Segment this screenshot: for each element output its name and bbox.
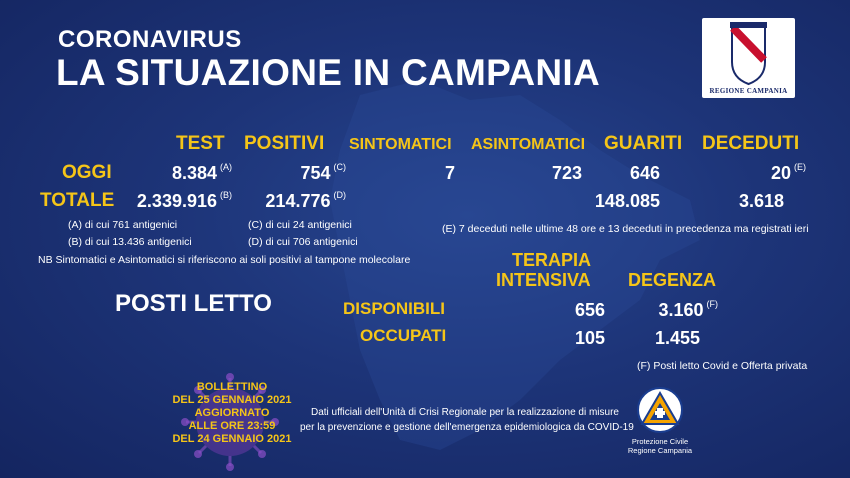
protezione-civile-line1: Protezione Civile	[631, 437, 689, 446]
disponibili-degenza-note: (F)	[706, 299, 718, 309]
regione-campania-crest-icon	[702, 18, 795, 98]
note-d: (D) di cui 706 antigenici	[248, 236, 358, 248]
note-f: (F) Posti letto Covid e Offerta privata	[637, 360, 808, 372]
totale-deceduti: 3.618	[738, 191, 784, 211]
occupati-degenza: 1.455	[654, 328, 700, 348]
bulletin-line4: ALLE ORE 23:59	[188, 420, 276, 432]
disponibili-degenza-value: 3.160	[658, 300, 704, 320]
oggi-test	[172, 163, 232, 184]
row-oggi-label: OGGI	[62, 162, 112, 183]
totale-test	[137, 191, 232, 212]
disponibili-terapia-intensiva: 656	[574, 300, 605, 320]
bulletin-line5: DEL 24 GENNAIO 2021	[172, 433, 292, 445]
totale-guariti: 148.085	[594, 191, 660, 211]
occupati-terapia-intensiva: 105	[574, 328, 605, 348]
totale-positivi-value: 214.776	[265, 191, 331, 211]
oggi-asintomatici: 723	[551, 163, 582, 183]
beds-title: POSTI LETTO	[115, 290, 272, 317]
bulletin-line3: AGGIORNATO	[194, 407, 270, 419]
header-coronavirus: CORONAVIRUS	[58, 26, 242, 53]
footer-line1: Dati ufficiali dell'Unità di Crisi Regionale per la realizzazione di misure	[311, 407, 619, 418]
disponibili-degenza	[658, 300, 718, 321]
beds-terapia-line2: INTENSIVA	[496, 270, 591, 290]
protezione-civile-logo-icon	[636, 386, 684, 434]
oggi-sintomatici: 7	[444, 163, 455, 183]
regione-campania-label: REGIONE CAMPANIA	[709, 87, 788, 95]
totale-test-note: (B)	[220, 190, 232, 200]
bulletin-line2: DEL 25 GENNAIO 2021	[172, 394, 292, 406]
oggi-test-value: 8.384	[171, 163, 217, 183]
oggi-positivi	[300, 163, 346, 184]
bulletin	[168, 381, 296, 446]
oggi-guariti: 646	[629, 163, 660, 183]
oggi-deceduti	[771, 163, 806, 184]
bulletin-line1: BOLLETTINO	[196, 381, 268, 393]
oggi-positivi-note: (C)	[333, 162, 346, 172]
note-nb: NB Sintomatici e Asintomatici si riferiscono ai soli positivi al tampone molecolare	[38, 254, 411, 266]
note-e: (E) 7 deceduti nelle ultime 48 ore e 13 deceduti in precedenza ma registrati ieri	[442, 223, 809, 235]
col-guariti: GUARITI	[604, 133, 683, 154]
oggi-deceduti-value: 20	[770, 163, 791, 183]
regione-campania-logo	[702, 18, 795, 98]
beds-disponibili-label: DISPONIBILI	[343, 299, 446, 318]
oggi-positivi-value: 754	[300, 163, 331, 183]
col-asintomatici: ASINTOMATICI	[471, 136, 586, 153]
note-b: (B) di cui 13.436 antigenici	[68, 236, 192, 248]
page-title: LA SITUAZIONE IN CAMPANIA	[56, 52, 600, 93]
beds-degenza: DEGENZA	[628, 270, 717, 290]
col-test: TEST	[176, 133, 225, 154]
col-sintomatici: SINTOMATICI	[349, 136, 452, 153]
col-positivi: POSITIVI	[244, 133, 325, 154]
totale-positivi	[265, 191, 346, 212]
totale-positivi-note: (D)	[333, 190, 346, 200]
protezione-civile-label	[622, 437, 698, 455]
oggi-test-note: (A)	[220, 162, 232, 172]
row-totale-label: TOTALE	[40, 190, 115, 211]
oggi-deceduti-note: (E)	[794, 162, 806, 172]
note-c: (C) di cui 24 antigenici	[248, 219, 352, 231]
totale-test-value: 2.339.916	[136, 191, 217, 211]
beds-occupati-label: OCCUPATI	[360, 326, 447, 345]
col-deceduti: DECEDUTI	[702, 133, 800, 154]
beds-terapia-line1: TERAPIA	[512, 250, 592, 270]
footer-text	[300, 405, 634, 435]
note-a: (A) di cui 761 antigenici	[68, 219, 178, 231]
footer-line2: per la prevenzione e gestione dell'emergenza epidemiologica da COVID-19	[300, 422, 634, 433]
protezione-civile-line2: Regione Campania	[627, 446, 693, 455]
